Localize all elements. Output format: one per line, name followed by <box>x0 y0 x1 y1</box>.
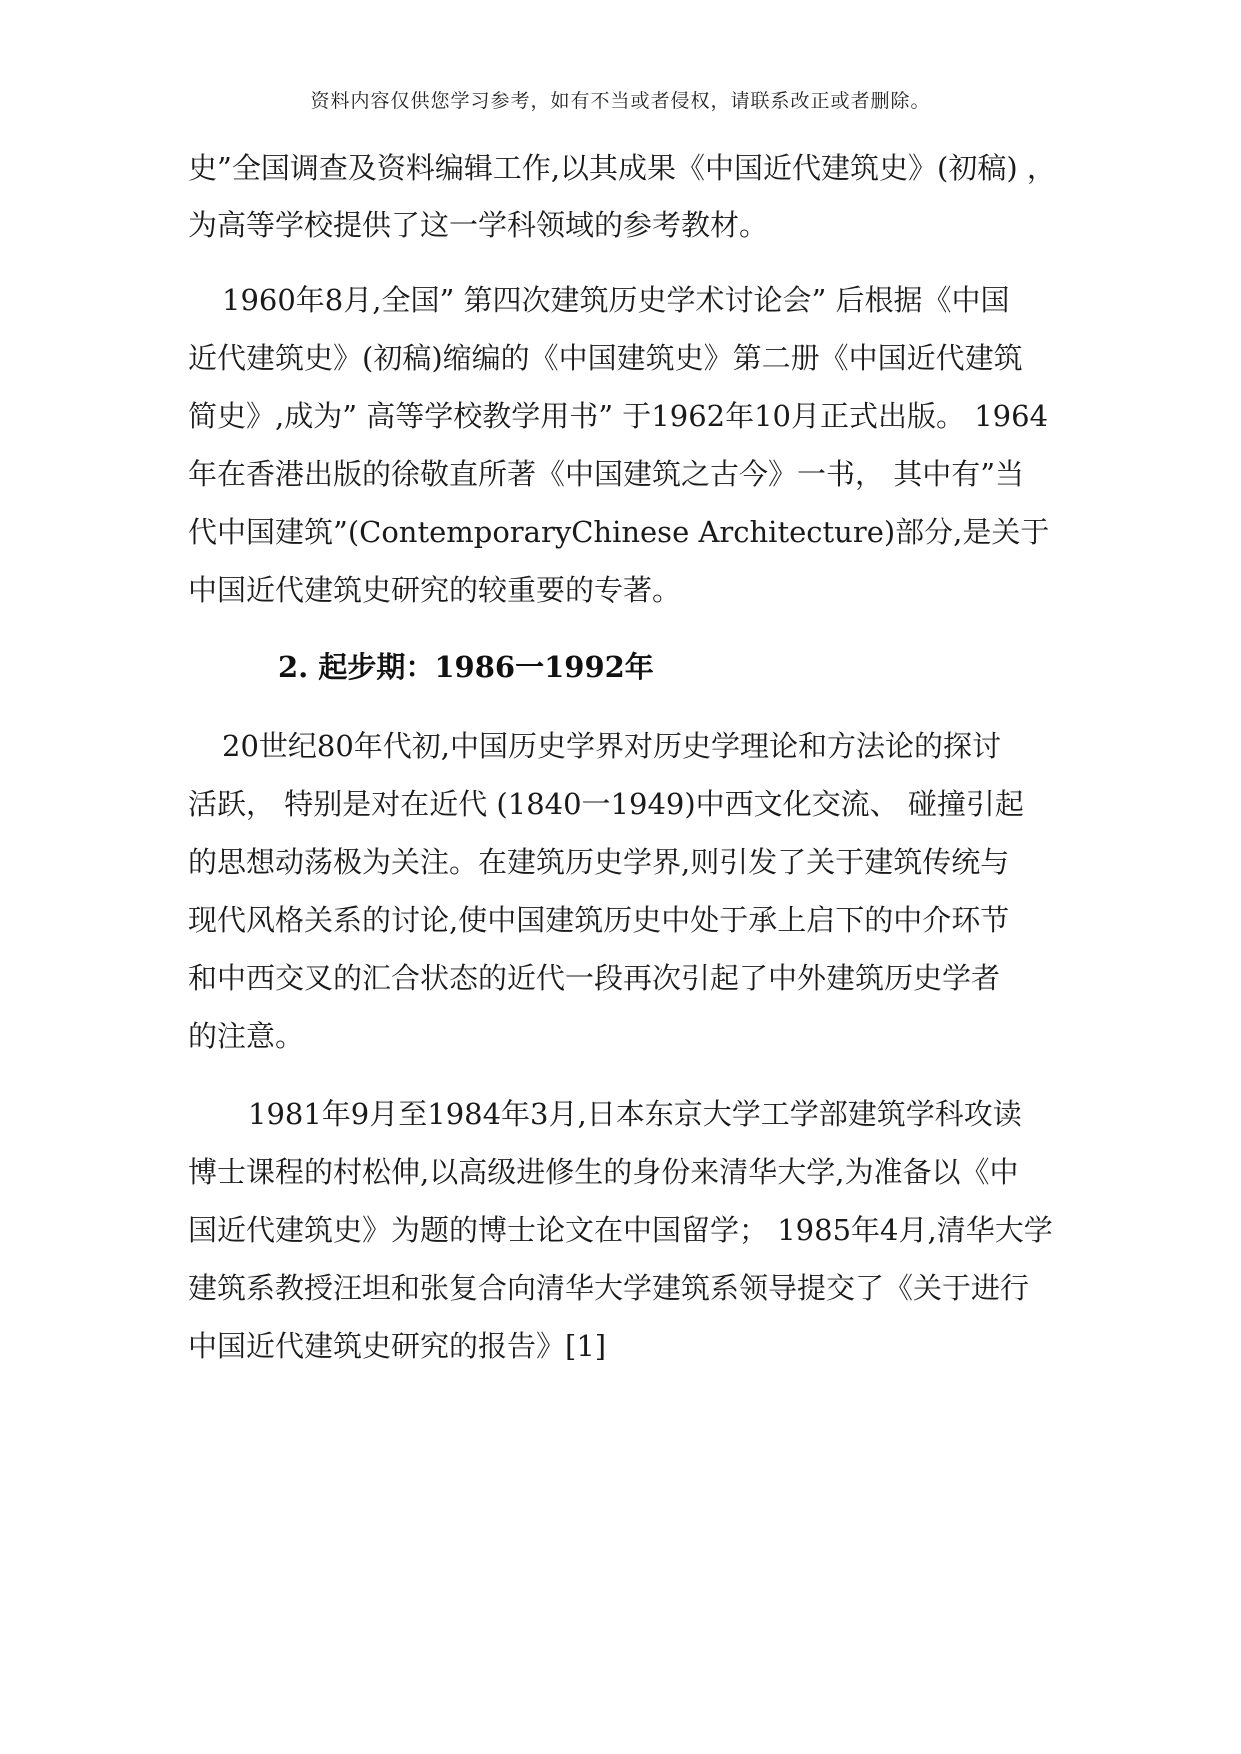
paragraph-2-line-1: 1960年8月,全国” 第四次建筑历史学术讨论会” 后根据《中国 <box>222 283 1010 317</box>
paragraph-2-line-6: 中国近代建筑史研究的较重要的专著。 <box>188 573 682 607</box>
header-disclaimer: 资料内容仅供您学习参考，如有不当或者侵权，请联系改正或者删除。 <box>310 90 931 112</box>
paragraph-4-line-5: 中国近代建筑史研究的报告》[1] <box>188 1329 607 1363</box>
section-heading: 2. 起步期：1986一1992年 <box>278 650 654 684</box>
paragraph-3-line-3: 的思想动荡极为关注。在建筑历史学界,则引发了关于建筑传统与 <box>188 845 1010 879</box>
paragraph-4-line-1: 1981年9月至1984年3月,日本东京大学工学部建筑学科攻读 <box>248 1097 1022 1131</box>
paragraph-3-line-1: 20世纪80年代初,中国历史学界对历史学理论和方法论的探讨 <box>222 729 1002 763</box>
paragraph-2-line-3: 简史》,成为” 高等学校教学用书” 于1962年10月正式出版。 1964 <box>188 399 1049 433</box>
paragraph-1-line-2: 为高等学校提供了这一学科领域的参考教材。 <box>188 208 769 242</box>
paragraph-3-line-2: 活跃， 特别是对在近代 (1840一1949)中西文化交流、 碰撞引起 <box>188 787 1024 821</box>
paragraph-3-line-4: 现代风格关系的讨论,使中国建筑历史中处于承上启下的中介环节 <box>188 903 1010 937</box>
paragraph-4-line-4: 建筑系教授汪坦和张复合向清华大学建筑系领导提交了《关于进行 <box>188 1271 1030 1305</box>
paragraph-3-line-6: 的注意。 <box>188 1019 305 1053</box>
paragraph-3-line-5: 和中西交叉的汇合状态的近代一段再次引起了中外建筑历史学者 <box>188 961 1001 995</box>
paragraph-1-line-1: 史”全国调查及资料编辑工作,以其成果《中国近代建筑史》(初稿) ， <box>188 151 1056 185</box>
paragraph-2-line-5: 代中国建筑”(ContemporaryChinese Architecture)部分,是关于 <box>188 515 1050 549</box>
paragraph-2-line-4: 年在香港出版的徐敬直所著《中国建筑之古今》一书， 其中有”当 <box>188 457 1025 491</box>
paragraph-2-line-2: 近代建筑史》(初稿)缩编的《中国建筑史》第二册《中国近代建筑 <box>188 341 1023 375</box>
paragraph-4-line-3: 国近代建筑史》为题的博士论文在中国留学； 1985年4月,清华大学 <box>188 1213 1053 1247</box>
paragraph-4-line-2: 博士课程的村松伸,以高级进修生的身份来清华大学,为准备以《中 <box>188 1155 1019 1189</box>
